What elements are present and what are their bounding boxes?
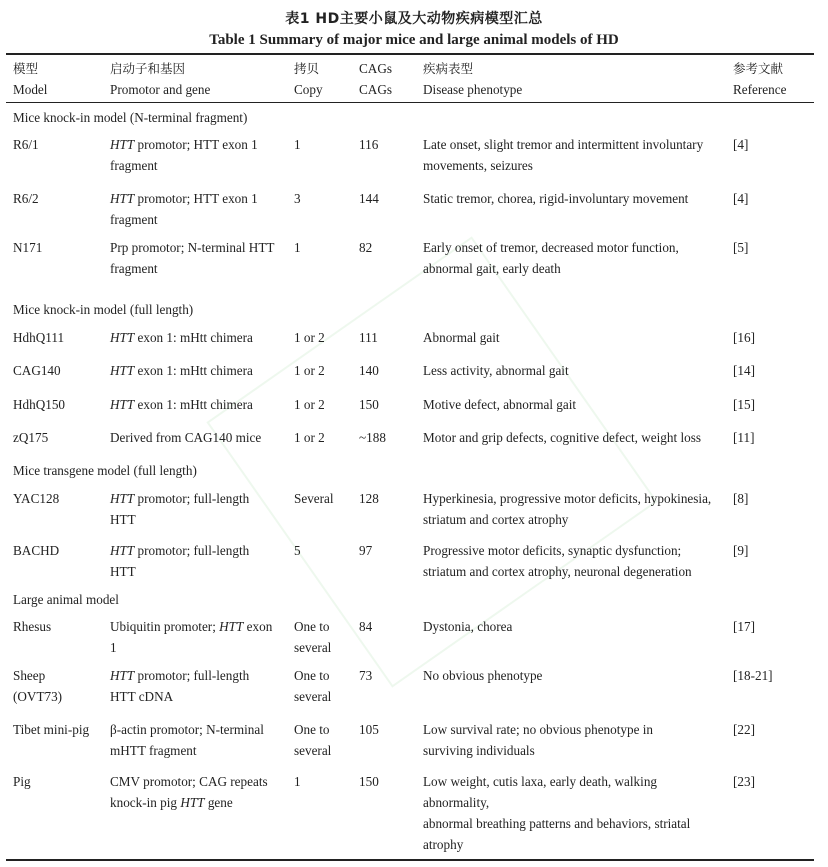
cell-model: BACHD bbox=[13, 543, 60, 558]
cell-model: Pig bbox=[13, 774, 31, 789]
cell-reference: [11] bbox=[733, 430, 755, 445]
cell-phenotype: Motor and grip defects, cognitive defect, weight loss bbox=[423, 430, 701, 445]
cell-model: R6/2 bbox=[13, 191, 39, 206]
cell-phenotype: No obvious phenotype bbox=[423, 668, 543, 683]
cell-cags: ~188 bbox=[359, 430, 386, 445]
cell-copy: 1 bbox=[294, 137, 301, 152]
header-phenotype-cn: 疾病表型 bbox=[423, 61, 474, 76]
cell-reference: [9] bbox=[733, 543, 749, 558]
cell-copy: One to several bbox=[294, 619, 332, 655]
bottom-rule bbox=[6, 859, 814, 861]
cell-promotor: HTT promotor; HTT exon 1 fragment bbox=[110, 137, 258, 173]
cell-model: R6/1 bbox=[13, 137, 39, 152]
cell-copy: 1 or 2 bbox=[294, 330, 325, 345]
table-caption-cn: 表1 HD主要小鼠及大动物疾病模型汇总 bbox=[285, 11, 543, 27]
cell-cags: 82 bbox=[359, 240, 373, 255]
header-copy-cn: 拷贝 bbox=[294, 61, 320, 76]
cell-model: N171 bbox=[13, 240, 43, 255]
cell-reference: [4] bbox=[733, 137, 749, 152]
header-cags-en: CAGs bbox=[359, 82, 392, 97]
cell-model: Rhesus bbox=[13, 619, 52, 634]
header-phenotype-en: Disease phenotype bbox=[423, 82, 523, 97]
cell-promotor: HTT exon 1: mHtt chimera bbox=[110, 397, 253, 412]
cell-model: HdhQ111 bbox=[13, 330, 65, 345]
cell-copy: 1 or 2 bbox=[294, 430, 325, 445]
section-title: Large animal model bbox=[13, 592, 119, 607]
cell-promotor: HTT exon 1: mHtt chimera bbox=[110, 330, 253, 345]
cell-model: Sheep (OVT73) bbox=[13, 668, 63, 704]
cell-reference: [5] bbox=[733, 240, 749, 255]
cell-copy: 1 bbox=[294, 240, 301, 255]
cell-phenotype: Static tremor, chorea, rigid-involuntary movement bbox=[423, 191, 689, 206]
table-caption-en: Table 1 Summary of major mice and large animal models of HD bbox=[209, 32, 619, 48]
cell-cags: 150 bbox=[359, 774, 379, 789]
cell-copy: One to several bbox=[294, 668, 332, 704]
cell-phenotype: Dystonia, chorea bbox=[423, 619, 513, 634]
header-copy-en: Copy bbox=[294, 82, 323, 97]
header-promotor-cn: 启动子和基因 bbox=[110, 61, 186, 76]
cell-promotor: CMV promotor; CAG repeats knock-in pig HTT gene bbox=[110, 774, 268, 810]
cell-model: CAG140 bbox=[13, 363, 61, 378]
cell-cags: 73 bbox=[359, 668, 373, 683]
cell-cags: 84 bbox=[359, 619, 373, 634]
cell-cags: 128 bbox=[359, 491, 379, 506]
section-title: Mice knock-in model (full length) bbox=[13, 302, 194, 317]
cell-copy: 1 or 2 bbox=[294, 363, 325, 378]
cell-phenotype: Low weight, cutis laxa, early death, walking abnormality, abnormal breathing patterns and behaviors, striatal atrophy bbox=[423, 774, 691, 852]
header-rule bbox=[6, 102, 814, 103]
top-rule bbox=[6, 53, 814, 55]
cell-promotor: HTT promotor; full-length HTT bbox=[110, 543, 250, 579]
cell-promotor: Derived from CAG140 mice bbox=[110, 430, 262, 445]
cell-promotor: Prp promotor; N-terminal HTT fragment bbox=[110, 240, 275, 276]
cell-cags: 140 bbox=[359, 363, 379, 378]
cell-copy: 3 bbox=[294, 191, 301, 206]
header-ref-en: Reference bbox=[733, 82, 787, 97]
cell-reference: [17] bbox=[733, 619, 755, 634]
cell-phenotype: Early onset of tremor, decreased motor function, abnormal gait, early death bbox=[423, 240, 679, 276]
cell-cags: 111 bbox=[359, 330, 378, 345]
cell-model: YAC128 bbox=[13, 491, 60, 506]
cell-cags: 144 bbox=[359, 191, 379, 206]
cell-reference: [22] bbox=[733, 722, 755, 737]
header-model-en: Model bbox=[13, 82, 48, 97]
cell-promotor: β-actin promotor; N-terminal mHTT fragment bbox=[110, 722, 264, 758]
cell-reference: [23] bbox=[733, 774, 755, 789]
header-promotor-en: Promotor and gene bbox=[110, 82, 211, 97]
cell-reference: [14] bbox=[733, 363, 755, 378]
cell-cags: 97 bbox=[359, 543, 373, 558]
cell-reference: [8] bbox=[733, 491, 749, 506]
cell-cags: 116 bbox=[359, 137, 379, 152]
cell-copy: 1 or 2 bbox=[294, 397, 325, 412]
header-model-cn: 模型 bbox=[13, 61, 39, 76]
cell-promotor: HTT promotor; full-length HTT cDNA bbox=[110, 668, 250, 704]
cell-reference: [16] bbox=[733, 330, 755, 345]
cell-reference: [4] bbox=[733, 191, 749, 206]
cell-phenotype: Progressive motor deficits, synaptic dysfunction; striatum and cortex atrophy, neuronal degeneration bbox=[423, 543, 692, 579]
cell-model: HdhQ150 bbox=[13, 397, 66, 412]
cell-copy: 1 bbox=[294, 774, 301, 789]
cell-copy: One to several bbox=[294, 722, 332, 758]
section-title: Mice knock-in model (N-terminal fragment) bbox=[13, 110, 248, 125]
cell-copy: Several bbox=[294, 491, 334, 506]
cell-promotor: HTT promotor; full-length HTT bbox=[110, 491, 250, 527]
cell-promotor: Ubiquitin promoter; HTT exon 1 bbox=[110, 619, 273, 655]
cell-phenotype: Less activity, abnormal gait bbox=[423, 363, 569, 378]
cell-phenotype: Low survival rate; no obvious phenotype in surviving individuals bbox=[423, 722, 654, 758]
cell-phenotype: Late onset, slight tremor and intermittent involuntary movements, seizures bbox=[423, 137, 704, 173]
cell-cags: 105 bbox=[359, 722, 379, 737]
cell-promotor: HTT exon 1: mHtt chimera bbox=[110, 363, 253, 378]
cell-model: Tibet mini-pig bbox=[13, 722, 90, 737]
cell-phenotype: Abnormal gait bbox=[423, 330, 500, 345]
cell-reference: [18-21] bbox=[733, 668, 773, 683]
cell-phenotype: Motive defect, abnormal gait bbox=[423, 397, 577, 412]
cell-phenotype: Hyperkinesia, progressive motor deficits, hypokinesia, striatum and cortex atrophy bbox=[423, 491, 712, 527]
header-cags-cn: CAGs bbox=[359, 61, 392, 76]
cell-model: zQ175 bbox=[13, 430, 49, 445]
cell-reference: [15] bbox=[733, 397, 755, 412]
cell-copy: 5 bbox=[294, 543, 301, 558]
cell-cags: 150 bbox=[359, 397, 379, 412]
section-title: Mice transgene model (full length) bbox=[13, 463, 197, 478]
cell-promotor: HTT promotor; HTT exon 1 fragment bbox=[110, 191, 258, 227]
header-ref-cn: 参考文献 bbox=[733, 61, 784, 76]
